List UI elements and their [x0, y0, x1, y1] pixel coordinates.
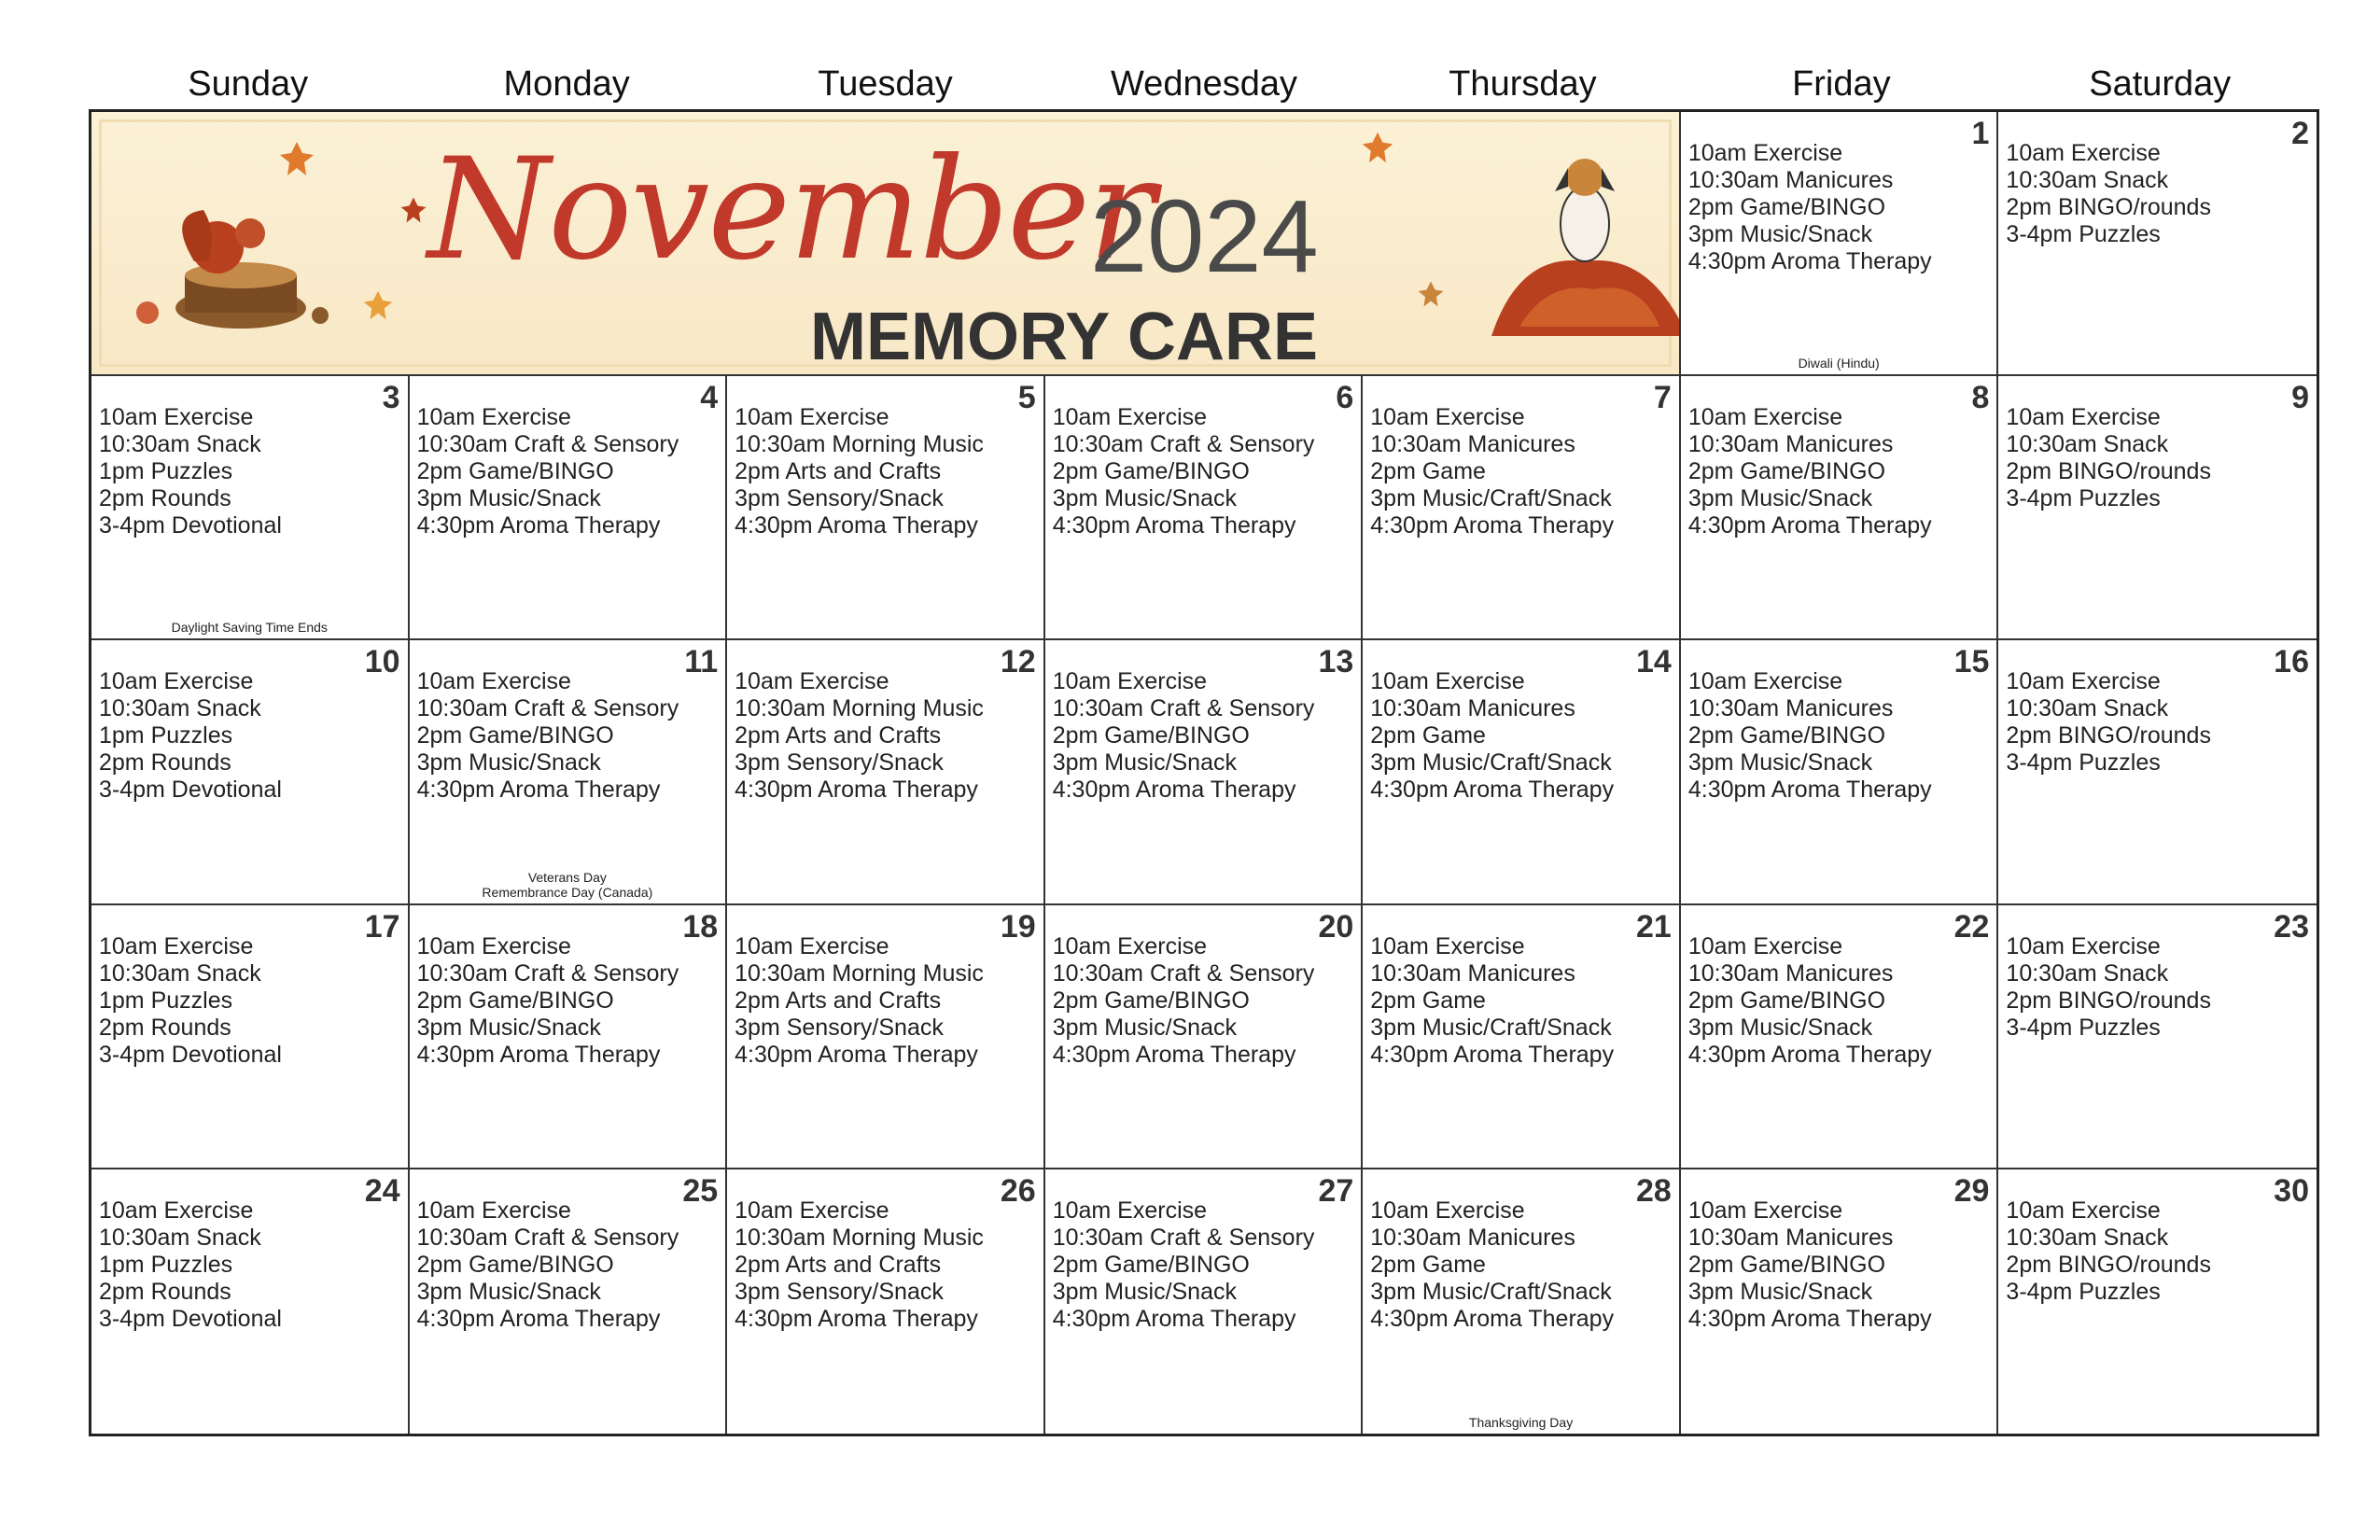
day-number: 13: [1318, 644, 1354, 680]
event-list: [1370, 1197, 1614, 1333]
event-item: 10:30am Manicures: [1370, 1224, 1575, 1251]
event-item: 3-4pm Puzzles: [2006, 1014, 2161, 1041]
event-item: 10:30am Craft & Sensory: [1052, 1224, 1315, 1251]
event-item: 4:30pm Aroma Therapy: [1052, 777, 1296, 804]
event-item: 10am Exercise: [99, 404, 254, 431]
event-item: 10am Exercise: [1370, 668, 1525, 695]
event-item: 10am Exercise: [735, 932, 889, 959]
event-item: 2pm Game/BINGO: [1687, 1251, 1886, 1278]
day-cell: [1363, 1169, 1681, 1434]
falling-leaf-icon: [1361, 131, 1394, 164]
event-item: 3pm Music/Snack: [1052, 1014, 1237, 1041]
event-item: 10:30am Snack: [99, 695, 261, 722]
event-item: 3pm Music/Snack: [416, 485, 601, 512]
event-item: 3-4pm Puzzles: [2006, 1278, 2161, 1305]
day-cell: [1681, 376, 1999, 640]
holiday-label: Veterans Day: [527, 869, 607, 885]
event-item: 3pm Music/Snack: [1687, 221, 1873, 247]
day-number: 21: [1636, 908, 1672, 945]
event-item: 3-4pm Puzzles: [2006, 485, 2161, 512]
event-item: 2pm Game/BINGO: [1687, 987, 1886, 1014]
event-item: 10am Exercise: [416, 404, 571, 431]
day-number: 18: [682, 908, 719, 945]
event-item: 2pm Arts and Crafts: [735, 458, 942, 485]
event-item: 4:30pm Aroma Therapy: [416, 777, 661, 804]
event-item: 2pm BINGO/rounds: [2006, 194, 2211, 220]
event-item: 10:30am Snack: [99, 431, 261, 458]
event-item: 10am Exercise: [1687, 932, 1843, 959]
event-item: 10am Exercise: [99, 668, 254, 695]
day-cell: [1681, 905, 1999, 1169]
falling-leaf-icon: [399, 196, 427, 224]
event-item: 4:30pm Aroma Therapy: [1052, 1041, 1296, 1068]
holiday-note: [1681, 356, 1997, 371]
event-item: 2pm Game/BINGO: [1052, 722, 1250, 749]
event-list: [99, 668, 282, 804]
event-item: 1pm Puzzles: [99, 458, 233, 485]
holiday-note: [1363, 1415, 1679, 1430]
event-list: [1053, 1197, 1315, 1333]
day-number: 28: [1636, 1172, 1672, 1209]
event-list: [417, 668, 679, 804]
event-item: 10am Exercise: [416, 1197, 571, 1224]
day-cell: [1998, 640, 2317, 904]
day-cell: [1363, 640, 1681, 904]
event-item: 10:30am Snack: [2006, 959, 2169, 987]
event-list: [99, 933, 282, 1069]
event-item: 2pm Arts and Crafts: [735, 722, 942, 749]
falling-leaf-icon: [278, 140, 315, 177]
event-item: 4:30pm Aroma Therapy: [1687, 248, 1932, 274]
event-item: 10am Exercise: [416, 668, 571, 695]
weekday-sunday: Sunday: [188, 64, 309, 104]
event-item: 3pm Music/Craft/Snack: [1370, 1278, 1612, 1305]
event-item: 3pm Music/Snack: [1687, 749, 1873, 777]
event-item: 3-4pm Puzzles: [2006, 221, 2161, 247]
event-item: 3-4pm Devotional: [99, 512, 282, 539]
day-cell: [1681, 1169, 1999, 1434]
event-item: 3-4pm Devotional: [99, 777, 282, 804]
event-item: 10am Exercise: [1052, 1197, 1208, 1224]
event-item: 3pm Music/Snack: [1687, 1014, 1873, 1041]
event-item: 3pm Sensory/Snack: [735, 485, 944, 512]
day-cell: [1998, 1169, 2317, 1434]
event-item: 10am Exercise: [1687, 404, 1843, 431]
holiday-label: Remembrance Day (Canada): [482, 884, 653, 900]
event-item: 10:30am Snack: [2006, 431, 2169, 458]
event-item: 10:30am Snack: [2006, 1224, 2169, 1251]
event-item: 2pm Game/BINGO: [1687, 194, 1886, 220]
holiday-label: Daylight Saving Time Ends: [171, 620, 328, 636]
event-item: 3pm Music/Craft/Snack: [1370, 1014, 1612, 1041]
event-item: 2pm Game: [1370, 722, 1486, 749]
event-item: 3pm Music/Craft/Snack: [1370, 749, 1612, 777]
event-list: [735, 668, 984, 804]
event-item: 2pm Game: [1370, 1251, 1486, 1278]
event-item: 3-4pm Devotional: [99, 1305, 282, 1332]
day-cell: [91, 376, 410, 640]
event-item: 10:30am Morning Music: [735, 1224, 984, 1251]
event-item: 10:30am Manicures: [1687, 959, 1894, 987]
day-cell: [410, 1169, 728, 1434]
event-item: 2pm Game/BINGO: [416, 458, 614, 485]
day-number: 15: [1953, 644, 1990, 680]
event-item: 4:30pm Aroma Therapy: [735, 777, 978, 804]
event-item: 3pm Music/Snack: [416, 1014, 601, 1041]
event-list: [1053, 933, 1315, 1069]
event-item: 2pm Game/BINGO: [416, 722, 614, 749]
day-number: 1: [1971, 116, 1990, 151]
event-item: 10:30am Craft & Sensory: [1052, 959, 1315, 987]
event-item: 10:30am Craft & Sensory: [1052, 431, 1315, 458]
event-item: 10am Exercise: [1052, 404, 1208, 431]
event-item: 10:30am Craft & Sensory: [416, 431, 679, 458]
event-item: 10am Exercise: [2006, 668, 2161, 695]
event-item: 3pm Music/Snack: [1052, 749, 1237, 777]
day-number: 14: [1636, 644, 1672, 680]
day-cell: [727, 376, 1045, 640]
event-item: 3pm Sensory/Snack: [735, 749, 944, 777]
event-item: 2pm Rounds: [99, 1278, 231, 1305]
calendar-grid: [89, 109, 2319, 1436]
banner-year: 2024: [1090, 179, 1319, 294]
event-list: [735, 1197, 984, 1333]
day-number: 24: [364, 1172, 400, 1209]
event-list: [1370, 668, 1614, 804]
weekday-friday: Friday: [1792, 64, 1891, 104]
event-item: 10am Exercise: [99, 932, 254, 959]
day-number: 5: [1017, 380, 1036, 416]
day-cell: [1681, 640, 1999, 904]
event-list: [2006, 933, 2211, 1042]
event-list: [1688, 1197, 1932, 1333]
falling-leaf-icon: [1417, 280, 1445, 308]
event-item: 10:30am Manicures: [1687, 695, 1894, 722]
weekday-thursday: Thursday: [1449, 64, 1597, 104]
day-number: 10: [364, 644, 400, 680]
day-cell: [1045, 905, 1364, 1169]
banner-month: November: [427, 129, 1154, 291]
event-item: 2pm Game: [1370, 458, 1486, 485]
event-item: 4:30pm Aroma Therapy: [735, 512, 978, 539]
event-item: 10am Exercise: [735, 668, 889, 695]
event-list: [735, 933, 984, 1069]
event-item: 4:30pm Aroma Therapy: [1052, 512, 1296, 539]
event-item: 10:30am Manicures: [1687, 167, 1894, 193]
day-number: 20: [1318, 908, 1354, 945]
event-list: [2006, 404, 2211, 512]
event-item: 10am Exercise: [2006, 140, 2161, 166]
day-number: 23: [2274, 908, 2309, 945]
weekday-saturday: Saturday: [2089, 64, 2232, 104]
day-number: 27: [1318, 1172, 1354, 1209]
day-cell: [1998, 112, 2317, 376]
event-list: [735, 404, 984, 539]
day-number: 22: [1953, 908, 1990, 945]
day-cell: [1363, 905, 1681, 1169]
day-cell: [727, 905, 1045, 1169]
event-item: 10:30am Snack: [99, 959, 261, 987]
event-item: 10am Exercise: [1687, 668, 1843, 695]
day-cell: [1681, 112, 1999, 376]
event-item: 4:30pm Aroma Therapy: [1687, 777, 1932, 804]
event-item: 2pm Game: [1370, 987, 1486, 1014]
event-item: 3pm Music/Craft/Snack: [1370, 485, 1612, 512]
day-number: 26: [1000, 1172, 1036, 1209]
event-list: [417, 933, 679, 1069]
event-item: 4:30pm Aroma Therapy: [416, 1041, 661, 1068]
event-item: 4:30pm Aroma Therapy: [1052, 1305, 1296, 1332]
event-list: [417, 1197, 679, 1333]
event-item: 10am Exercise: [1370, 404, 1525, 431]
weekday-monday: Monday: [503, 64, 630, 104]
day-number: 12: [1000, 644, 1036, 680]
event-item: 2pm Game/BINGO: [1687, 722, 1886, 749]
day-number: 11: [684, 644, 719, 680]
event-item: 2pm Rounds: [99, 749, 231, 777]
event-item: 2pm Game/BINGO: [416, 1251, 614, 1278]
event-item: 10am Exercise: [2006, 1197, 2161, 1224]
event-item: 10:30am Snack: [99, 1224, 261, 1251]
event-list: [99, 1197, 282, 1333]
event-list: [99, 404, 282, 539]
event-item: 2pm BINGO/rounds: [2006, 1251, 2211, 1278]
event-item: 2pm Rounds: [99, 485, 231, 512]
day-cell: [1045, 640, 1364, 904]
event-item: 10:30am Snack: [2006, 695, 2169, 722]
day-number: 8: [1971, 380, 1990, 416]
event-list: [2006, 668, 2211, 777]
event-item: 10am Exercise: [1687, 140, 1843, 166]
day-number: 25: [682, 1172, 719, 1209]
day-number: 9: [2291, 380, 2309, 416]
day-number: 30: [2274, 1172, 2309, 1209]
day-cell: [91, 905, 410, 1169]
event-item: 10am Exercise: [1370, 1197, 1525, 1224]
event-list: [1688, 668, 1932, 804]
event-item: 10:30am Craft & Sensory: [1052, 695, 1315, 722]
day-cell: [91, 1169, 410, 1434]
holiday-label: Diwali (Hindu): [1798, 356, 1880, 371]
event-item: 4:30pm Aroma Therapy: [735, 1305, 978, 1332]
event-item: 2pm BINGO/rounds: [2006, 458, 2211, 485]
event-item: 4:30pm Aroma Therapy: [1370, 512, 1615, 539]
event-item: 10:30am Snack: [2006, 167, 2169, 193]
event-item: 2pm Arts and Crafts: [735, 1251, 942, 1278]
event-list: [1688, 140, 1932, 275]
day-number: 17: [364, 908, 400, 945]
day-cell: [1998, 905, 2317, 1169]
day-number: 16: [2274, 644, 2309, 680]
event-item: 3pm Music/Snack: [1052, 485, 1237, 512]
day-cell: [727, 640, 1045, 904]
event-item: 4:30pm Aroma Therapy: [1370, 1041, 1615, 1068]
day-number: 2: [2291, 116, 2309, 151]
weekday-wednesday: Wednesday: [1111, 64, 1297, 104]
event-item: 10:30am Manicures: [1370, 959, 1575, 987]
event-item: 10:30am Craft & Sensory: [416, 959, 679, 987]
event-item: 10am Exercise: [2006, 932, 2161, 959]
event-item: 2pm Rounds: [99, 1014, 231, 1041]
falling-leaf-icon: [362, 289, 394, 321]
event-item: 10:30am Morning Music: [735, 695, 984, 722]
event-list: [1053, 404, 1315, 539]
day-cell: [727, 1169, 1045, 1434]
holiday-note: [410, 870, 726, 900]
event-item: 4:30pm Aroma Therapy: [1687, 512, 1932, 539]
day-number: 19: [1000, 908, 1036, 945]
day-cell: [410, 905, 728, 1169]
event-item: 10am Exercise: [735, 1197, 889, 1224]
event-item: 3pm Music/Snack: [1687, 485, 1873, 512]
event-item: 10:30am Morning Music: [735, 959, 984, 987]
holiday-note: [91, 620, 408, 635]
event-item: 2pm Game/BINGO: [416, 987, 614, 1014]
day-number: 7: [1653, 380, 1672, 416]
event-item: 10am Exercise: [416, 932, 571, 959]
event-item: 2pm BINGO/rounds: [2006, 987, 2211, 1014]
event-item: 4:30pm Aroma Therapy: [1370, 777, 1615, 804]
event-item: 2pm Arts and Crafts: [735, 987, 942, 1014]
event-item: 10am Exercise: [2006, 404, 2161, 431]
event-item: 3-4pm Devotional: [99, 1041, 282, 1068]
weekday-tuesday: Tuesday: [818, 64, 953, 104]
event-item: 10am Exercise: [735, 404, 889, 431]
event-item: 10:30am Manicures: [1687, 431, 1894, 458]
event-item: 4:30pm Aroma Therapy: [1370, 1305, 1615, 1332]
month-banner: [91, 112, 1681, 376]
event-list: [1370, 404, 1614, 539]
event-item: 2pm BINGO/rounds: [2006, 722, 2211, 749]
dog-in-leaves-icon: [1463, 140, 1681, 345]
event-item: 4:30pm Aroma Therapy: [416, 1305, 661, 1332]
day-number: 6: [1336, 380, 1354, 416]
day-cell: [1363, 376, 1681, 640]
event-item: 2pm Game/BINGO: [1687, 458, 1886, 485]
event-item: 2pm Game/BINGO: [1052, 458, 1250, 485]
event-item: 3pm Sensory/Snack: [735, 1014, 944, 1041]
day-cell: [1045, 1169, 1364, 1434]
event-item: 4:30pm Aroma Therapy: [1687, 1041, 1932, 1068]
day-number: 3: [382, 380, 400, 416]
event-item: 4:30pm Aroma Therapy: [416, 512, 661, 539]
event-item: 3pm Sensory/Snack: [735, 1278, 944, 1305]
event-item: 2pm Game/BINGO: [1052, 1251, 1250, 1278]
squirrel-on-stump-icon: [129, 196, 353, 336]
event-list: [1688, 404, 1932, 539]
weekday-header-row: [89, 56, 2319, 112]
banner-subtitle: MEMORY CARE: [810, 300, 1319, 374]
event-item: 10am Exercise: [99, 1197, 254, 1224]
day-number: 4: [700, 380, 719, 416]
event-item: 3pm Music/Snack: [416, 1278, 601, 1305]
event-item: 10:30am Morning Music: [735, 431, 984, 458]
event-item: 2pm Game/BINGO: [1052, 987, 1250, 1014]
day-cell: [91, 640, 410, 904]
day-cell: [1045, 376, 1364, 640]
event-item: 3pm Music/Snack: [1687, 1278, 1873, 1305]
event-item: 3pm Music/Snack: [416, 749, 601, 777]
event-item: 10:30am Craft & Sensory: [416, 1224, 679, 1251]
event-item: 10am Exercise: [1052, 668, 1208, 695]
day-cell: [410, 640, 728, 904]
event-list: [1688, 933, 1932, 1069]
holiday-label: Thanksgiving Day: [1468, 1415, 1574, 1430]
event-item: 10:30am Manicures: [1370, 695, 1575, 722]
event-list: [1053, 668, 1315, 804]
day-cell: [410, 376, 728, 640]
day-number: 29: [1953, 1172, 1990, 1209]
event-list: [1370, 933, 1614, 1069]
event-item: 10am Exercise: [1370, 932, 1525, 959]
day-cell: [1998, 376, 2317, 640]
event-item: 4:30pm Aroma Therapy: [735, 1041, 978, 1068]
event-item: 10am Exercise: [1052, 932, 1208, 959]
event-item: 10:30am Craft & Sensory: [416, 695, 679, 722]
event-item: 1pm Puzzles: [99, 1251, 233, 1278]
event-item: 10am Exercise: [1687, 1197, 1843, 1224]
event-list: [2006, 1197, 2211, 1306]
event-item: 4:30pm Aroma Therapy: [1687, 1305, 1932, 1332]
event-item: 1pm Puzzles: [99, 987, 233, 1014]
event-item: 10:30am Manicures: [1687, 1224, 1894, 1251]
event-item: 1pm Puzzles: [99, 722, 233, 749]
event-item: 3pm Music/Snack: [1052, 1278, 1237, 1305]
event-list: [417, 404, 679, 539]
event-list: [2006, 140, 2211, 248]
event-item: 10:30am Manicures: [1370, 431, 1575, 458]
event-item: 3-4pm Puzzles: [2006, 749, 2161, 777]
